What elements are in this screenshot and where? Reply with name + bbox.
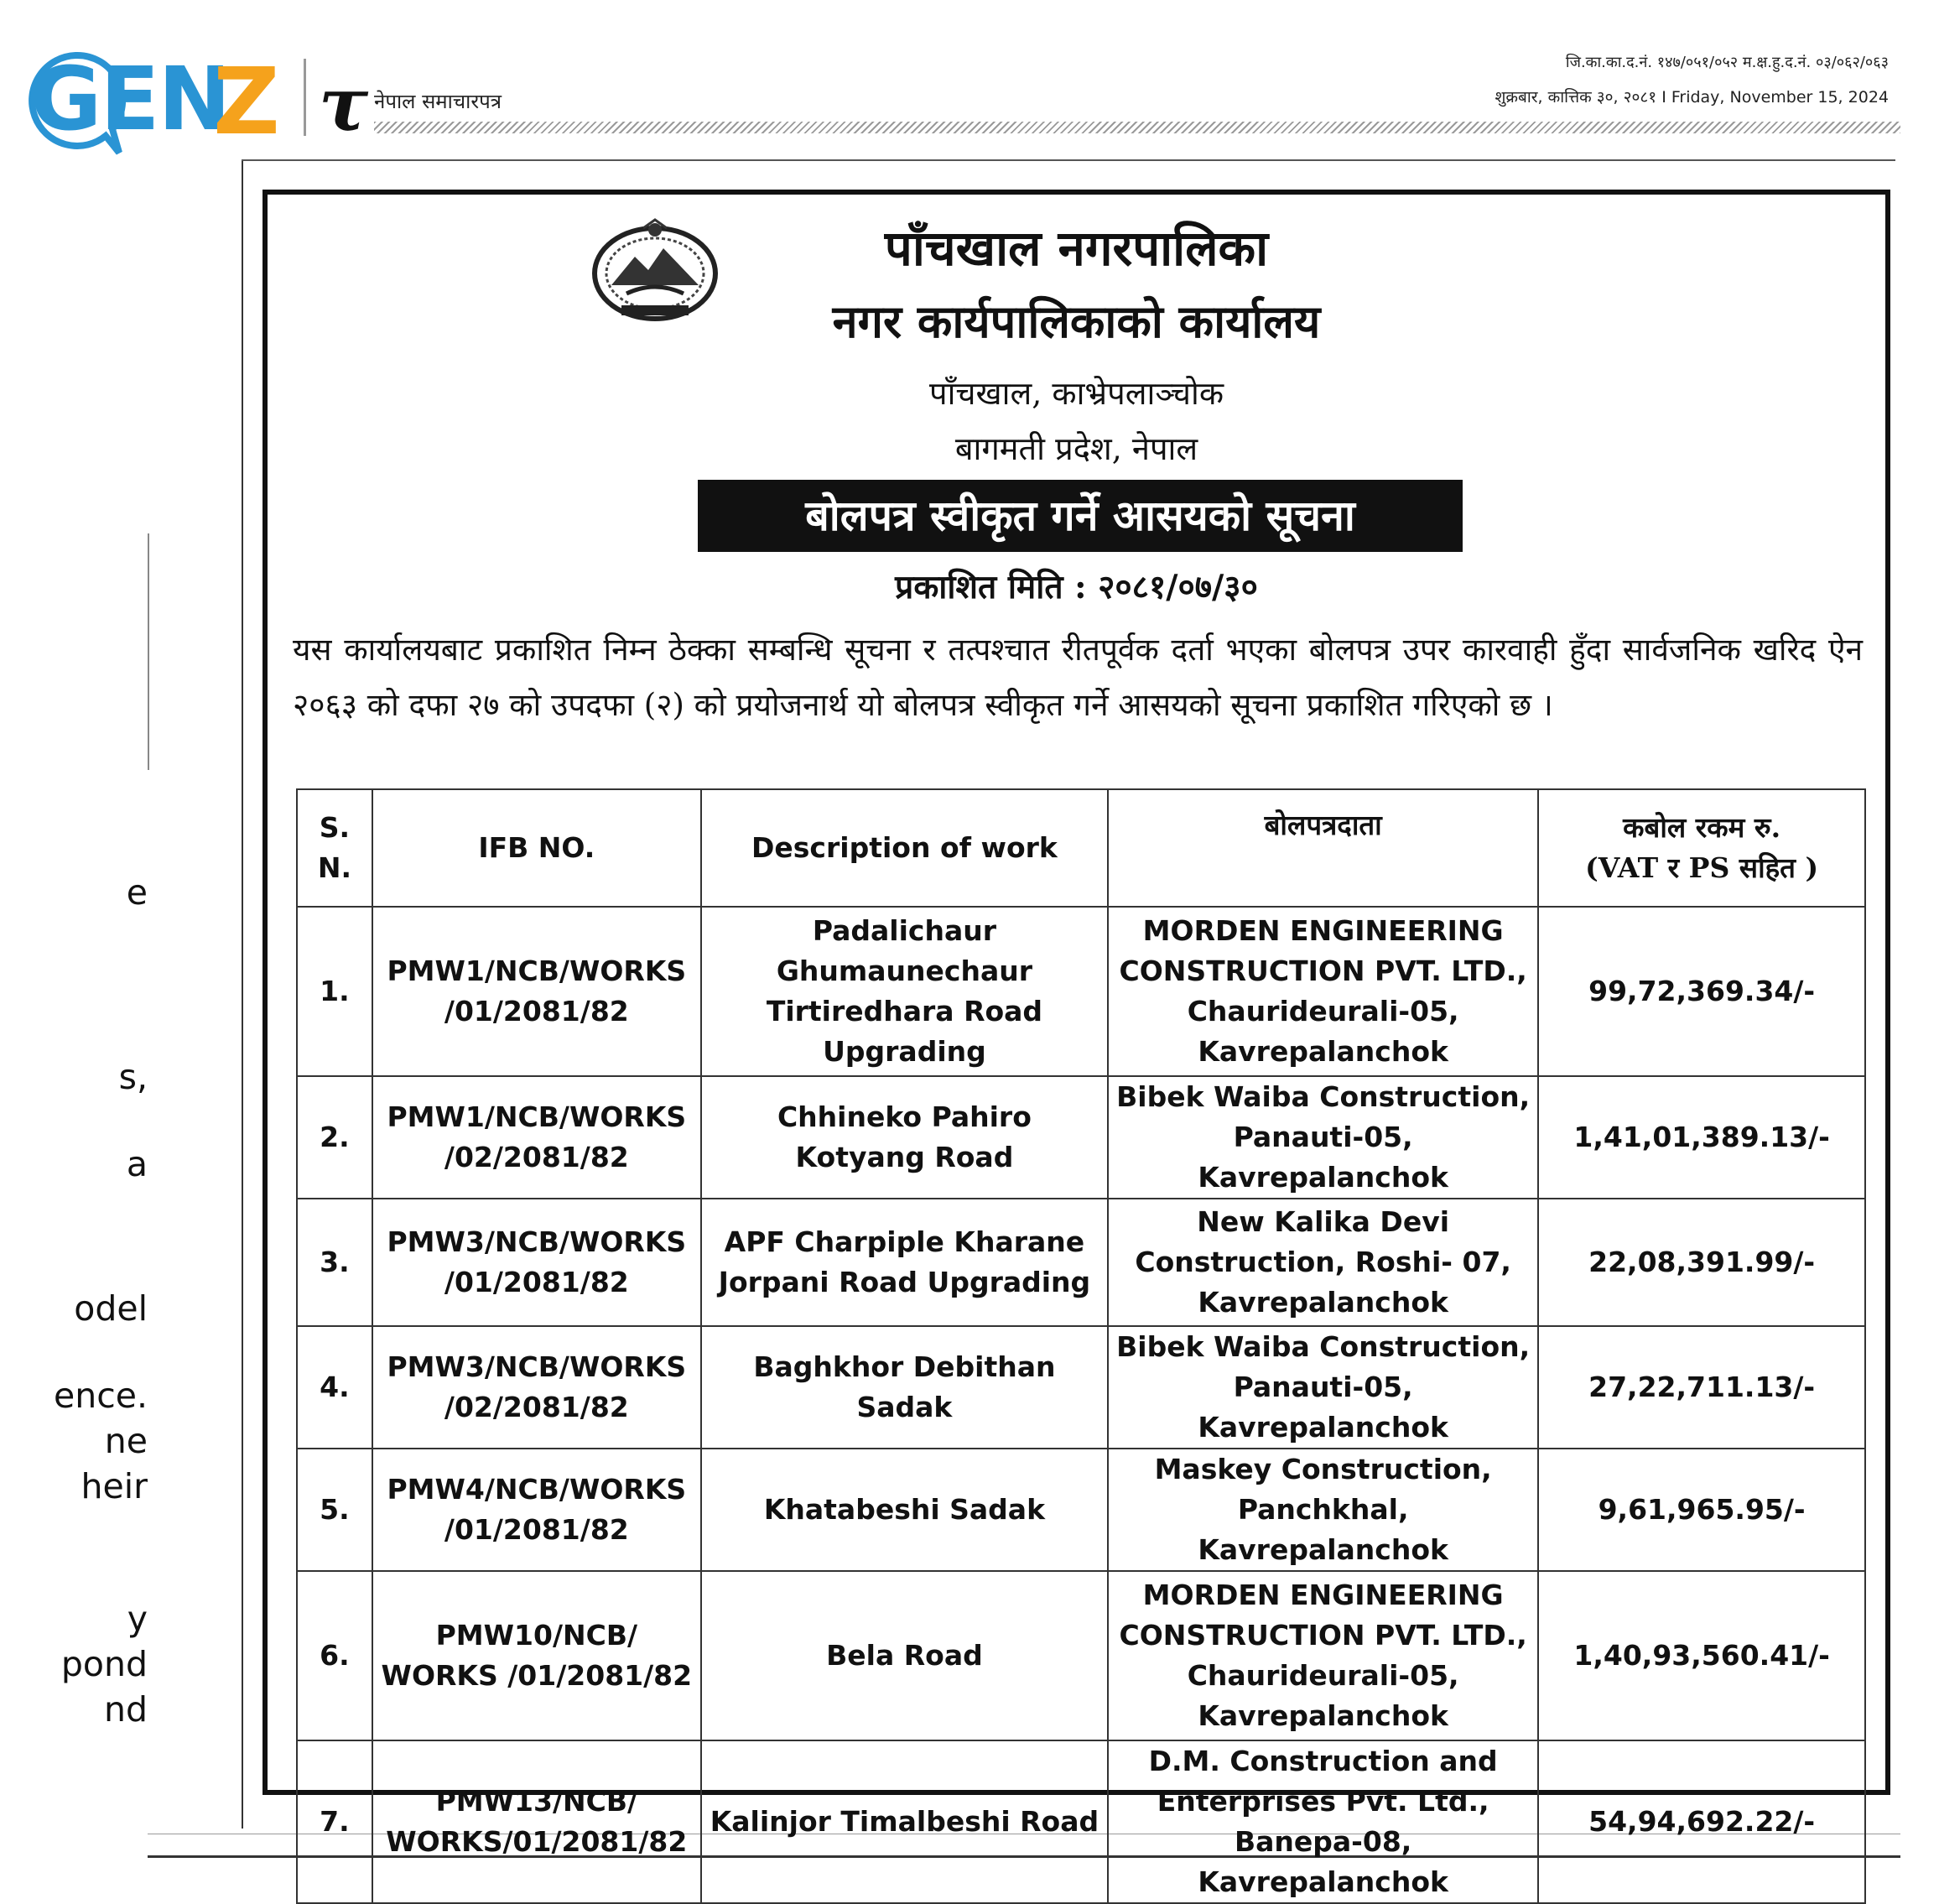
cell-sn: 7.	[297, 1740, 372, 1903]
cell-bidder: Bibek Waiba Construction, Panauti-05, Kavrepalanchok	[1108, 1326, 1538, 1449]
cell-ifb: PMW3/NCB/WORKS /01/2081/82	[372, 1199, 701, 1326]
cell-description: Baghkhor Debithan Sadak	[701, 1326, 1108, 1449]
cell-sn: 1.	[297, 907, 372, 1076]
masthead-divider	[304, 59, 306, 136]
fragment: y	[127, 1599, 148, 1639]
table-row	[297, 1571, 1865, 1740]
cell-amount: 9,61,965.95/-	[1538, 1449, 1865, 1571]
cell-amount: 54,94,692.22/-	[1538, 1740, 1865, 1903]
table-row	[297, 1199, 1865, 1326]
cell-sn: 2.	[297, 1076, 372, 1199]
cell-ifb: PMW3/NCB/WORKS /02/2081/82	[372, 1326, 701, 1449]
cell-bidder: Bibek Waiba Construction, Panauti-05, Kavrepalanchok	[1108, 1076, 1538, 1199]
cell-description: Bela Road	[701, 1571, 1108, 1740]
cell-bidder: MORDEN ENGINEERING CONSTRUCTION PVT. LTD., Chaurideurali-05, Kavrepalanchok	[1108, 1571, 1538, 1740]
table-row	[297, 1326, 1865, 1449]
cell-description: APF Charpiple Kharane Jorpani Road Upgrading	[701, 1199, 1108, 1326]
cell-amount: 1,41,01,389.13/-	[1538, 1076, 1865, 1199]
table-row	[297, 907, 1865, 1076]
awards-table	[296, 788, 1866, 1904]
page-frame-top	[242, 159, 1895, 161]
address-line-2: बागमती प्रदेश, नेपाल	[954, 430, 1198, 467]
cell-sn: 3.	[297, 1199, 372, 1326]
table-row	[297, 1449, 1865, 1571]
fragment: nd	[103, 1689, 148, 1728]
header-description: Description of work	[701, 789, 1108, 907]
genz-logo-text: GEN	[30, 48, 230, 150]
table-row	[297, 1076, 1865, 1199]
fragment: s,	[118, 1057, 148, 1097]
fragment: pond	[60, 1644, 148, 1684]
masthead-hatch-rule	[374, 122, 1900, 133]
header-sn: S. N.	[297, 789, 372, 907]
header-ifb-no: IFB NO.	[372, 789, 701, 907]
cell-amount: 1,40,93,560.41/-	[1538, 1571, 1865, 1740]
cell-bidder: MORDEN ENGINEERING CONSTRUCTION PVT. LTD., Chaurideurali-05, Kavrepalanchok	[1108, 907, 1538, 1076]
header-bidder: बोलपत्रदाता	[1108, 789, 1538, 907]
fragment: odel	[74, 1288, 148, 1329]
cell-description: Khatabeshi Sadak	[701, 1449, 1108, 1571]
issue-date: शुक्रबार, कात्तिक ३०, २०८१ I Friday, November 15, 2024	[1495, 88, 1889, 107]
header-amount-line-1: कबोल रकम रु.	[1623, 811, 1781, 844]
cell-description: Chhineko Pahiro Kotyang Road	[701, 1076, 1108, 1199]
cell-amount: 99,72,369.34/-	[1538, 907, 1865, 1076]
cell-bidder: D.M. Construction and Enterprises Pvt. Ltd., Banepa-08, Kavrepalanchok	[1108, 1740, 1538, 1903]
cell-ifb: PMW10/NCB/ WORKS /01/2081/82	[372, 1571, 701, 1740]
cell-bidder: Maskey Construction, Panchkhal, Kavrepalanchok	[1108, 1449, 1538, 1571]
cell-ifb: PMW4/NCB/WORKS /01/2081/82	[372, 1449, 701, 1571]
cell-ifb: PMW1/NCB/WORKS /02/2081/82	[372, 1076, 701, 1199]
office-name: नगर कार्यपालिकाको कार्यालय	[832, 294, 1321, 348]
cell-ifb: PMW1/NCB/WORKS /01/2081/82	[372, 907, 701, 1076]
table-row	[297, 1740, 1865, 1903]
fragment: heir	[81, 1466, 148, 1506]
fragment: a	[126, 1144, 148, 1184]
fragment: e	[126, 872, 148, 913]
cell-description: Padalichaur Ghumaunechaur Tirtiredhara Road Upgrading	[701, 907, 1108, 1076]
genz-logo	[25, 49, 285, 158]
cell-amount: 27,22,711.13/-	[1538, 1326, 1865, 1449]
cell-description: Kalinjor Timalbeshi Road	[701, 1740, 1108, 1903]
fragment: ne	[104, 1421, 148, 1461]
header-amount-line-2: (VAT र PS सहित )	[1585, 851, 1819, 884]
paper-name: नेपाल समाचारपत्र	[374, 90, 502, 113]
registration-number: जि.का.का.द.नं. १४७/०५१/०५२ म.क्ष.हु.द.नं. ०३/०६२/०६३	[1565, 54, 1889, 71]
table-header-row	[297, 789, 1865, 907]
org-name: पाँचखाल नगरपालिका	[884, 220, 1269, 277]
paper-logo: τ	[319, 60, 369, 148]
adjacent-column-fragments	[0, 528, 148, 1728]
address-line-1: पाँचखाल, काभ्रेपलाञ्चोक	[929, 375, 1224, 412]
published-date: प्रकाशित मिति : २०८१/०७/३०	[895, 568, 1258, 606]
cell-bidder: New Kalika Devi Construction, Roshi- 07, Kavrepalanchok	[1108, 1199, 1538, 1326]
column-rule	[148, 533, 149, 770]
header-amount	[1538, 789, 1865, 907]
genz-logo-z: Z	[213, 48, 280, 155]
cell-ifb: PMW13/NCB/ WORKS/01/2081/82	[372, 1740, 701, 1903]
cell-sn: 6.	[297, 1571, 372, 1740]
notice-title-banner: बोलपत्र स्वीकृत गर्ने आसयको सूचना	[698, 480, 1463, 552]
intro-paragraph: यस कार्यालयबाट प्रकाशित निम्न ठेक्का सम्बन्धि सूचना र तत्पश्चात रीतपूर्वक दर्ता भएका बोलपत्र उपर कारवाही हुँदा सार्वजनिक खरिद ऐन २०६३ को दफा २७ को उपदफा (२) को प्रयोजनार्थ यो बोलपत्र स्वीकृत गर्ने आसयको सूचना प्रकाशित गरिएको छ ।	[293, 632, 1863, 723]
cell-sn: 5.	[297, 1449, 372, 1571]
fragment: ence.	[53, 1376, 148, 1416]
cell-sn: 4.	[297, 1326, 372, 1449]
page-frame-left	[242, 159, 243, 1829]
cell-amount: 22,08,391.99/-	[1538, 1199, 1865, 1326]
tender-notice	[263, 190, 1890, 1898]
